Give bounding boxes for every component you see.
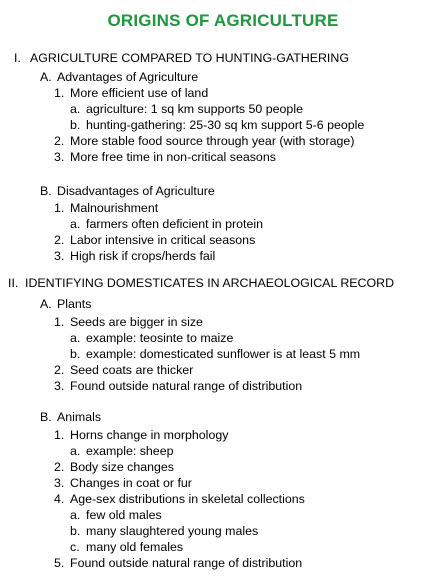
outline-text: Found outside natural range of distribution (70, 379, 303, 393)
outline-marker: a. (70, 217, 81, 231)
outline-marker: b. (70, 347, 81, 361)
outline-marker: b. (70, 118, 81, 132)
outline-text: Changes in coat or fur (70, 476, 192, 490)
outline-item (70, 523, 258, 539)
outline-text: Horns change in morphology (70, 428, 229, 442)
outline-marker: a. (70, 444, 81, 458)
outline-text: More free time in non-critical seasons (70, 150, 276, 164)
outline-text: AGRICULTURE COMPARED TO HUNTING-GATHERING (30, 51, 349, 65)
outline-item (54, 232, 255, 248)
outline-item (70, 117, 364, 133)
outline-marker: 5. (54, 556, 65, 570)
outline-item (40, 296, 91, 312)
outline-text: example: teosinte to maize (86, 331, 234, 345)
outline-marker: 2. (54, 363, 65, 377)
outline-item (54, 362, 193, 378)
outline-marker: 1. (54, 86, 65, 100)
outline-item (40, 183, 215, 199)
outline-text: High risk if crops/herds fail (70, 249, 216, 263)
outline-text: Seeds are bigger in size (70, 315, 203, 329)
outline-text: example: domesticated sunflower is at least 5 mm (86, 347, 361, 361)
outline-item (70, 443, 173, 459)
outline-item (54, 475, 192, 491)
outline-text: More stable food source through year (with storage) (70, 134, 355, 148)
outline-text: Found outside natural range of distribution (70, 556, 303, 570)
outline-text: More efficient use of land (70, 86, 209, 100)
outline-marker: 2. (54, 134, 65, 148)
outline-item (54, 427, 228, 443)
outline-item (14, 50, 349, 66)
outline-item (54, 133, 354, 149)
outline-text: Body size changes (70, 460, 175, 474)
outline-text: IDENTIFYING DOMESTICATES IN ARCHAEOLOGICAL RECORD (25, 276, 395, 290)
outline-item (54, 491, 305, 507)
outline-item (8, 275, 394, 291)
outline-text: Plants (57, 297, 92, 311)
outline-marker: A. (40, 297, 52, 311)
outline-item (54, 378, 302, 394)
outline-text: agriculture: 1 sq km supports 50 people (86, 102, 303, 116)
outline-item (54, 200, 158, 216)
outline-marker: 1. (54, 428, 65, 442)
outline-marker: A. (40, 70, 52, 84)
outline-marker: I. (14, 51, 21, 65)
page-title: ORIGINS OF AGRICULTURE (107, 11, 339, 30)
outline-text: Advantages of Agriculture (57, 70, 199, 84)
outline-item (70, 346, 360, 362)
outline-item (70, 507, 162, 523)
outline-marker: 2. (54, 460, 65, 474)
outline-marker: B. (40, 410, 52, 424)
outline-text: many slaughtered young males (86, 524, 259, 538)
outline-item (70, 101, 303, 117)
outline-marker: II. (8, 276, 19, 290)
outline-marker: a. (70, 508, 81, 522)
outline-marker: B. (40, 184, 52, 198)
outline-marker: 2. (54, 233, 65, 247)
outline-marker: 3. (54, 379, 65, 393)
outline-item (40, 409, 101, 425)
outline-marker: 4. (54, 492, 65, 506)
outline-text: Age-sex distributions in skeletal collections (70, 492, 305, 506)
outline-item (54, 149, 276, 165)
outline-text: many old females (86, 540, 184, 554)
outline-item (70, 539, 183, 555)
outline-item (70, 216, 263, 232)
outline-marker: a. (70, 102, 81, 116)
outline-marker: 3. (54, 150, 65, 164)
outline-marker: c. (70, 540, 80, 554)
outline-marker: 3. (54, 249, 65, 263)
outline-text: Labor intensive in critical seasons (70, 233, 256, 247)
outline-item (54, 459, 174, 475)
outline-text: Malnourishment (70, 201, 159, 215)
outline-text: Seed coats are thicker (70, 363, 194, 377)
outline-marker: 1. (54, 201, 65, 215)
outline-text: hunting-gathering: 25-30 sq km support 5-6 people (86, 118, 365, 132)
outline-item (54, 248, 215, 264)
outline-marker: b. (70, 524, 81, 538)
outline-marker: 1. (54, 315, 65, 329)
outline-item (54, 85, 208, 101)
outline-marker: a. (70, 331, 81, 345)
outline-text: few old males (86, 508, 162, 522)
outline-item (70, 330, 233, 346)
outline-item (54, 555, 302, 571)
outline-item (54, 314, 203, 330)
outline-text: farmers often deficient in protein (86, 217, 264, 231)
outline-marker: 3. (54, 476, 65, 490)
outline-text: Animals (57, 410, 102, 424)
outline-text: example: sheep (86, 444, 174, 458)
outline-text: Disadvantages of Agriculture (57, 184, 215, 198)
outline-item (40, 69, 198, 85)
